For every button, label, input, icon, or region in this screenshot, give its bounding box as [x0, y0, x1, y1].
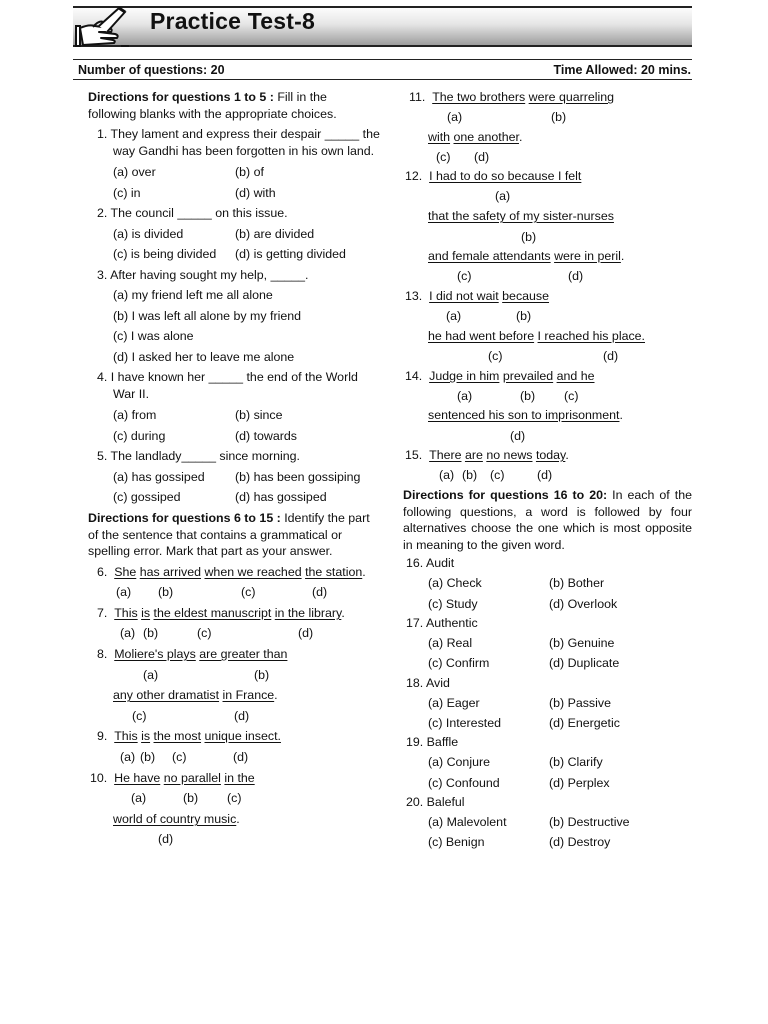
part-label-c: (c) [227, 791, 242, 805]
part-d: today [535, 448, 566, 462]
part-b: are greater than [199, 647, 288, 661]
part-label-a: (a) [120, 750, 136, 764]
punctuation: . [341, 606, 345, 620]
option-d: (d) Duplicate [549, 656, 620, 670]
option-a: (a) has gossiped [113, 470, 205, 484]
part-label-b: (b) [183, 791, 199, 805]
option-d: (d) Overlook [549, 597, 618, 611]
question-number: 13. [405, 289, 423, 303]
option-c: (c) Confound [428, 776, 500, 790]
part-label-b: (b) [462, 468, 478, 482]
question-13-line1 [405, 289, 549, 303]
part-c: and he [556, 369, 595, 383]
question-11-line1 [409, 90, 614, 104]
option-c: (c) is being divided [113, 247, 217, 261]
question-4-line1: 4. I have known her _____ the end of the World [97, 370, 358, 384]
option-b: (b) of [235, 165, 264, 179]
option-c: (c) during [113, 429, 166, 443]
option-b: (b) I was left all alone by my friend [113, 309, 302, 323]
part-label-d: (d) [568, 269, 584, 283]
question-19: 19. Baffle [406, 735, 459, 749]
question-20: 20. Baleful [406, 795, 465, 809]
part-label-b: (b) [158, 585, 174, 599]
question-number: 11. [409, 90, 426, 104]
hand-writing-icon [75, 6, 131, 48]
part-label-a: (a) [447, 110, 463, 124]
part-a: Judge in him [429, 369, 500, 383]
question-number: 12. [405, 169, 423, 183]
question-number: 6. [97, 565, 108, 579]
divider [73, 79, 692, 80]
option-b: (b) Passive [549, 696, 611, 710]
part-a: She [114, 565, 137, 579]
question-1-line2: way Gandhi has been forgotten in his own land. [113, 144, 375, 158]
option-c: (c) I was alone [113, 329, 194, 343]
part-c: in the [224, 771, 255, 785]
option-b: (b) Clarify [549, 755, 603, 769]
part-label-d: (d) [474, 150, 490, 164]
part-label-c: (c) [457, 269, 472, 283]
question-number: 14. [405, 369, 423, 383]
part-label-a: (a) [457, 389, 473, 403]
part-d: were in peril [554, 249, 621, 263]
question-8-line1 [97, 647, 287, 661]
question-8-line2 [113, 688, 278, 702]
part-label-b: (b) [516, 309, 532, 323]
option-c: (c) gossiped [113, 490, 181, 504]
part-d: world of country music [113, 812, 237, 826]
question-10-line1 [90, 771, 255, 785]
option-c: (c) in [113, 186, 141, 200]
option-a: (a) over [113, 165, 156, 179]
option-d: (d) has gossiped [235, 490, 327, 504]
punctuation: . [236, 812, 240, 826]
part-d: unique insect. [204, 729, 281, 743]
directions-heading: Directions for questions 1 to 5 : [88, 90, 274, 104]
part-d: sentenced his son to imprisonment [428, 408, 620, 422]
part-d: the station [305, 565, 363, 579]
option-b: (b) Bother [549, 576, 605, 590]
part-label-a: (a) [116, 585, 132, 599]
question-5: 5. The landlady_____ since morning. [97, 449, 300, 463]
number-of-questions: Number of questions: 20 [78, 63, 225, 77]
question-18: 18. Avid [406, 676, 450, 690]
option-c: (c) Confirm [428, 656, 490, 670]
part-label-a: (a) [131, 791, 147, 805]
part-d: I reached his place. [537, 329, 645, 343]
part-label-c: (c) [436, 150, 451, 164]
question-number: 7. [97, 606, 108, 620]
part-label-c: (c) [172, 750, 187, 764]
part-c: any other dramatist [113, 688, 220, 702]
part-a: This [114, 729, 138, 743]
option-b: (b) are divided [235, 227, 315, 241]
question-number: 10. [90, 771, 108, 785]
option-b: (b) Destructive [549, 815, 630, 829]
option-c: (c) Benign [428, 835, 485, 849]
part-label-d: (d) [233, 750, 249, 764]
option-d: (d) Perplex [549, 776, 610, 790]
part-label-c: (c) [488, 349, 503, 363]
option-a: (a) Malevolent [428, 815, 507, 829]
question-7 [97, 606, 345, 620]
part-label-c: (c) [564, 389, 579, 403]
question-number: 15. [405, 448, 423, 462]
part-label-c: (c) [490, 468, 505, 482]
directions-text: Identify the part of the sentence that contains a grammatical or spelling error. Mark that part as your answer. [88, 511, 370, 559]
part-label-b: (b) [520, 389, 536, 403]
directions-6-to-15 [88, 510, 378, 560]
part-label-d: (d) [298, 626, 314, 640]
part-label-d: (d) [537, 468, 553, 482]
question-13-line2 [428, 329, 645, 343]
punctuation: . [362, 565, 366, 579]
punctuation: . [565, 448, 569, 462]
part-label-b: (b) [551, 110, 567, 124]
directions-1-to-5 [88, 89, 378, 122]
punctuation: . [619, 408, 623, 422]
option-d: (d) towards [235, 429, 297, 443]
question-12-line2 [428, 209, 614, 223]
question-14-line1 [405, 369, 595, 383]
part-label-b: (b) [521, 230, 537, 244]
part-b: is [141, 606, 151, 620]
header-bottom-rule [73, 45, 692, 47]
option-d: (d) is getting divided [235, 247, 346, 261]
punctuation: . [518, 130, 523, 144]
part-b: because [502, 289, 550, 303]
directions-text: In each of the following questions, a word is followed by four alternatives choose the one which is most opposite in meaning to the given word. [403, 488, 692, 553]
part-label-c: (c) [197, 626, 212, 640]
part-a: Moliere's plays [114, 647, 196, 661]
question-2: 2. The council _____ on this issue. [97, 206, 288, 220]
part-label-a: (a) [143, 668, 159, 682]
question-9 [97, 729, 281, 743]
part-b: is [141, 729, 151, 743]
part-label-a: (a) [495, 189, 511, 203]
question-1-line1: 1. They lament and express their despair _____ the [97, 127, 380, 141]
part-label-d: (d) [158, 832, 174, 846]
part-c: when we reached [204, 565, 302, 579]
option-a: (a) my friend left me all alone [113, 288, 273, 302]
part-label-d: (d) [234, 709, 250, 723]
question-11-line2 [428, 130, 522, 144]
question-10-line2 [113, 812, 240, 826]
directions-16-to-20 [403, 487, 692, 554]
option-a: (a) Eager [428, 696, 480, 710]
question-number: 8. [97, 647, 108, 661]
directions-text: Fill in the following blanks with the appropriate choices. [88, 90, 337, 121]
question-12-line3 [428, 249, 624, 263]
part-d: in the library [274, 606, 342, 620]
question-6 [97, 565, 366, 579]
directions-heading: Directions for questions 6 to 15 : [88, 511, 281, 525]
question-4-line2: War II. [113, 387, 150, 401]
part-label-b: (b) [254, 668, 270, 682]
option-c: (c) Study [428, 597, 478, 611]
option-d: (d) I asked her to leave me alone [113, 350, 295, 364]
part-label-a: (a) [439, 468, 455, 482]
part-b: are [464, 448, 483, 462]
part-label-d: (d) [603, 349, 619, 363]
option-a: (a) from [113, 408, 157, 422]
part-label-b: (b) [140, 750, 156, 764]
part-label-c: (c) [132, 709, 147, 723]
part-label-b: (b) [143, 626, 159, 640]
part-a: I did not wait [429, 289, 499, 303]
directions-heading: Directions for questions 16 to 20: [403, 488, 608, 502]
option-c: (c) Interested [428, 716, 501, 730]
part-d: one another [453, 130, 519, 144]
option-a: (a) Real [428, 636, 473, 650]
part-a: I had to do so because I felt [429, 169, 582, 183]
question-14-line2 [428, 408, 623, 422]
part-b: were quarreling [528, 90, 615, 104]
part-b: that the safety of my sister-nurses [428, 209, 614, 223]
option-d: (d) Destroy [549, 835, 611, 849]
part-label-a: (a) [120, 626, 136, 640]
punctuation: . [274, 688, 278, 702]
option-d: (d) with [235, 186, 276, 200]
part-d: in France [222, 688, 275, 702]
part-c: and female attendants [428, 249, 551, 263]
option-b: (b) has been gossiping [235, 470, 361, 484]
part-b: no parallel [163, 771, 221, 785]
question-number: 9. [97, 729, 108, 743]
part-b: has arrived [139, 565, 202, 579]
option-b: (b) since [235, 408, 283, 422]
part-a: He have [114, 771, 161, 785]
option-a: (a) Check [428, 576, 482, 590]
part-c: he had went before [428, 329, 535, 343]
option-b: (b) Genuine [549, 636, 615, 650]
part-c: the eldest manuscript [153, 606, 272, 620]
part-b: prevailed [502, 369, 554, 383]
option-d: (d) Energetic [549, 716, 620, 730]
part-label-c: (c) [241, 585, 256, 599]
option-a: (a) Conjure [428, 755, 490, 769]
question-16: 16. Audit [406, 556, 455, 570]
question-3: 3. After having sought my help, _____. [97, 268, 309, 282]
question-15 [405, 448, 569, 462]
part-c: with [428, 130, 451, 144]
part-a: The two brothers [432, 90, 526, 104]
part-a: There [429, 448, 462, 462]
part-label-d: (d) [510, 429, 526, 443]
part-c: the most [153, 729, 202, 743]
option-a: (a) is divided [113, 227, 184, 241]
question-17: 17. Authentic [406, 616, 478, 630]
part-label-a: (a) [446, 309, 462, 323]
part-c: no news [486, 448, 533, 462]
time-allowed: Time Allowed: 20 mins. [553, 63, 691, 77]
part-label-d: (d) [312, 585, 328, 599]
question-12-line1 [405, 169, 581, 183]
punctuation: . [620, 249, 625, 263]
divider [73, 59, 692, 60]
page-title: Practice Test-8 [150, 8, 315, 34]
part-a: This [114, 606, 138, 620]
